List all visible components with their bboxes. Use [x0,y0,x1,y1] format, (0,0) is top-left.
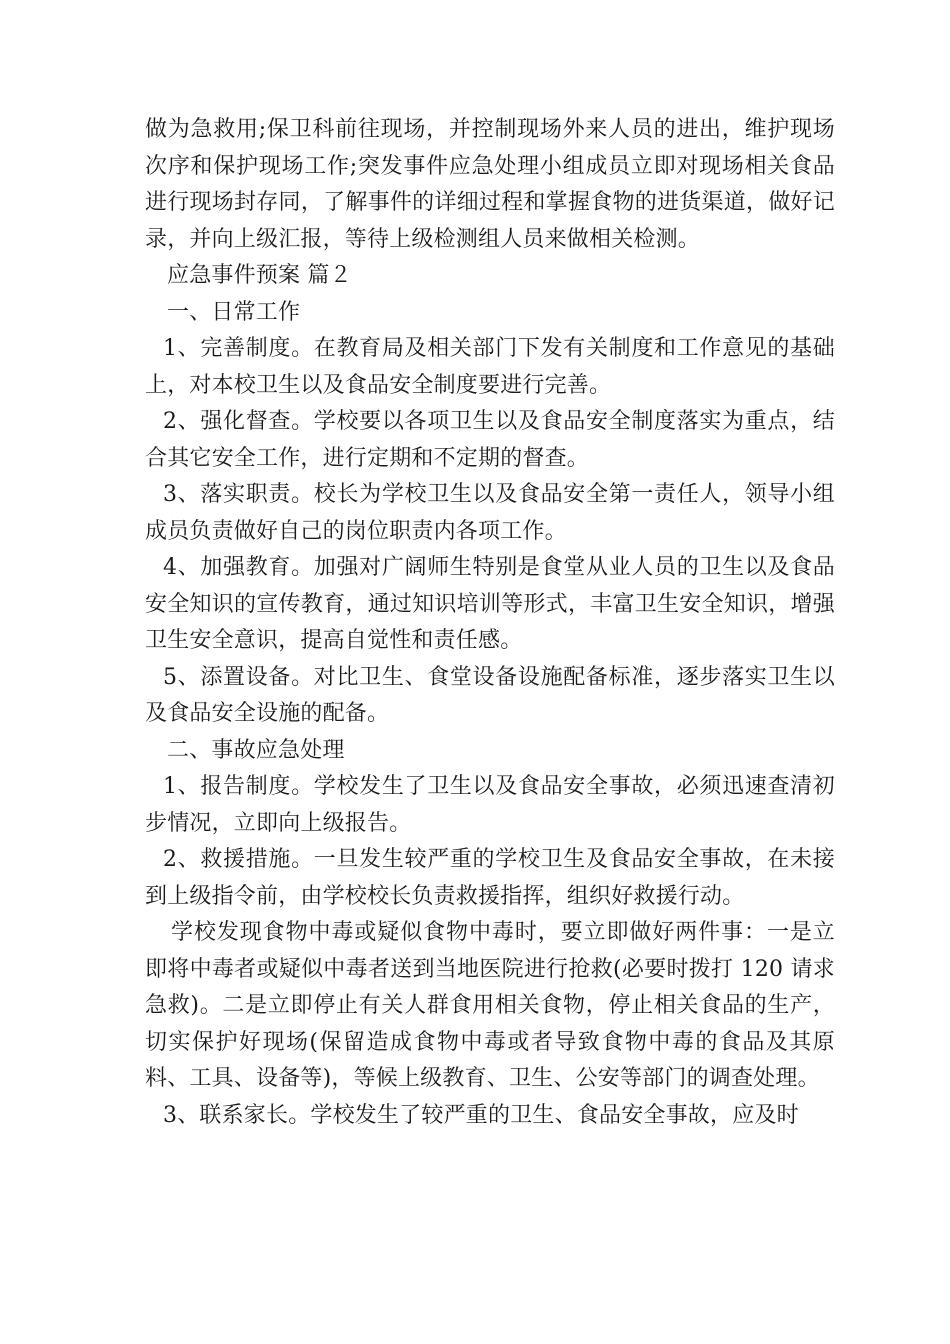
paragraph-emergency-continuation: 做为急救用;保卫科前往现场，并控制现场外来人员的进出，维护现场次序和保护现场工作;突发事件应急处理小组成员立即对现场相关食品进行现场封存同，了解事件的详细过程和掌握食物的进货渠道，做好记录，并向上级汇报，等待上级检测组人员来做相关检测。 [145,117,835,252]
document-body [145,112,835,1134]
list-item-improve-system: 1、完善制度。在教育局及相关部门下发有关制度和工作意见的基础上，对本校卫生以及食品安全制度要进行完善。 [145,336,835,398]
list-item-report-system: 1、报告制度。学校发生了卫生以及食品安全事故，必须迅速查清初步情况，立即向上级报告。 [145,774,835,836]
list-item-contact-parents: 3、联系家长。学校发生了较严重的卫生、食品安全事故，应及时 [163,1102,799,1128]
section-title-plan-2: 应急事件预案 篇２ [167,263,352,288]
heading-accident-emergency: 二、事故应急处理 [167,737,345,763]
list-item-strengthen-education: 4、加强教育。加强对广阔师生特别是食堂从业人员的卫生以及食品安全知识的宣传教育，通过知识培训等形式，丰富卫生安全知识，增强卫生安全意识，提高自觉性和责任感。 [145,555,835,653]
list-item-implement-duties: 3、落实职责。校长为学校卫生以及食品安全第一责任人，领导小组成员负责做好自己的岗位职责内各项工作。 [145,482,835,544]
list-item-strengthen-supervision: 2、强化督查。学校要以各项卫生以及食品安全制度落实为重点，结合其它安全工作，进行定期和不定期的督查。 [145,409,835,471]
list-item-add-equipment: 5、添置设备。对比卫生、食堂设备设施配备标准，逐步落实卫生以及食品安全设施的配备。 [145,664,835,726]
heading-daily-work: 一、日常工作 [167,299,301,325]
paragraph-food-poisoning: 学校发现食物中毒或疑似食物中毒时，要立即做好两件事：一是立即将中毒者或疑似中毒者送到当地医院进行抢救(必要时拨打 120 请求急救)。二是立即停止有关人群食用相关食物，停止相关食品的生产，切实保护好现场(保留造成食物中毒或者导致食物中毒的食品及其原料、工具、设备等)，等候上级教育、卫生、公安等部门的调查处理。 [145,920,835,1091]
list-item-rescue-measures: 2、救援措施。一旦发生较严重的学校卫生及食品安全事故，在未接到上级指令前，由学校校长负责救援指挥，组织好救援行动。 [145,847,835,909]
